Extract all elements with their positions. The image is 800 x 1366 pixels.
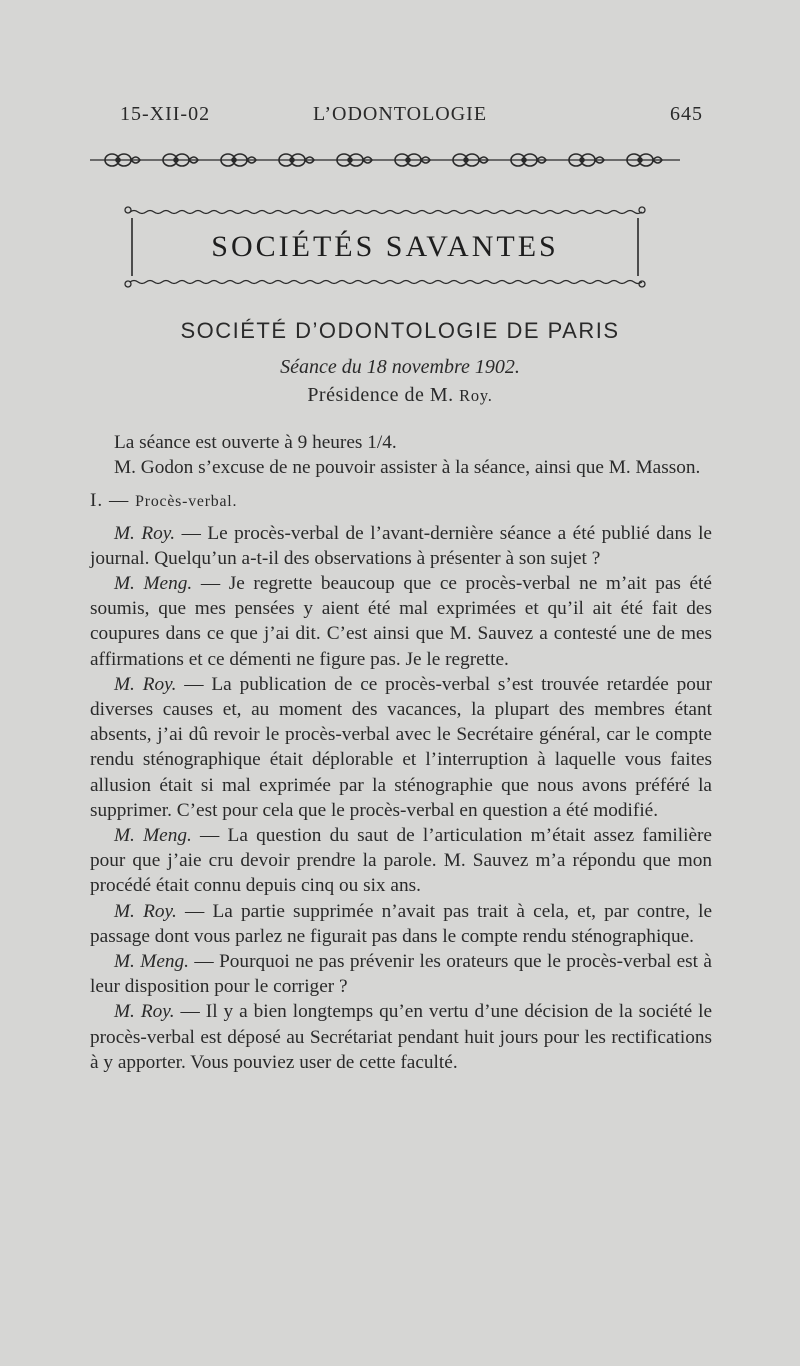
speaker-name: M. Meng. xyxy=(114,951,189,973)
speaker-name: M. Roy. xyxy=(114,1001,175,1023)
exchange-paragraph xyxy=(90,899,712,949)
exchange-paragraph xyxy=(90,999,712,1075)
speech-text: — Je regrette beaucoup que ce procès-verbal ne m’ait pas été soumis, que mes pensées y aient été mal exprimées et qu’il ait été fait des coupures dans ce que j’ai dit. C’est ainsi que M. Sauvez a contesté une de mes affirmations et ce démenti ne figure pas. Je le regrette. xyxy=(90,573,712,670)
speech-text: — Le procès-verbal de l’avant-dernière séance a été publié dans le journal. Quelqu’un a-t-il des observations à présenter à son sujet ? xyxy=(90,522,712,569)
exchange-paragraph xyxy=(90,521,712,571)
opening-paragraph: La séance est ouverte à 9 heures 1/4. xyxy=(114,432,397,453)
page-number: 645 xyxy=(670,103,703,125)
speech-text: — La partie supprimée n’avait pas trait à cela, et, par contre, le passage dont vous parlez ne figurait pas dans le compte rendu sténographique. xyxy=(90,900,713,947)
journal-title: L’ODONTOLOGIE xyxy=(312,103,488,125)
section-title-small: Procès-verbal. xyxy=(135,493,238,511)
exchange-paragraph xyxy=(90,571,712,672)
presidence-name: Roy. xyxy=(459,386,493,405)
speech-text: — La question du saut de l’articulation m’était assez familière pour que j’aie cru devoir prendre la parole. M. Sauvez m’a répondu que mon procédé était connu depuis cinq ou six ans. xyxy=(90,825,712,897)
speech-text: — Pourquoi ne pas prévenir les orateurs que le procès-verbal est à leur disposition pour le corriger ? xyxy=(90,951,712,998)
speaker-name: M. Roy. xyxy=(114,900,177,922)
minutes-body xyxy=(90,430,712,1075)
exchange-paragraph xyxy=(90,672,712,823)
section-heading xyxy=(90,488,712,514)
ornament-band xyxy=(90,150,680,170)
exchange-paragraph xyxy=(90,949,712,999)
section-number: I. — xyxy=(90,490,136,512)
apology-paragraph: M. Godon s’excuse de ne pouvoir assister à la séance, ainsi que M. Masson. xyxy=(114,457,701,479)
section-title: SOCIÉTÉS SAVANTES xyxy=(211,230,559,263)
presidence-prefix: Présidence de M. xyxy=(307,384,460,406)
society-name: SOCIÉTÉ D’ODONTOLOGIE DE PARIS xyxy=(180,318,620,343)
speaker-name: M. Meng. xyxy=(114,825,192,847)
running-head xyxy=(0,103,800,133)
exchange-paragraph xyxy=(90,823,712,899)
speech-text: — Il y a bien longtemps qu’en vertu d’une décision de la société le procès-verbal est déposé au Secrétariat pendant huit jours pour les rectifications à y apporter. Vous pouviez user de cette faculté. xyxy=(90,1001,712,1073)
issue-date: 15-XII-02 xyxy=(120,103,211,125)
speaker-name: M. Meng. xyxy=(114,573,193,595)
presidence-line xyxy=(0,384,800,407)
seance-date: Séance du 18 novembre 1902. xyxy=(280,356,520,378)
section-title-frame xyxy=(120,206,650,288)
speech-text: — La publication de ce procès-verbal s’est trouvée retardée pour diverses causes et, au moment des vacances, la plupart des membres étant absents, j’ai dû revoir le procès-verbal avec le Secrétaire général, car le compte rendu sténographique était déplorable et l’interruption à laquelle vous faites allusion était si mal exprimée par la sténographie que nous avons préféré la supprimer. C’est pour cela que le procès-verbal en question a été modifié. xyxy=(90,673,712,821)
speaker-name: M. Roy. xyxy=(114,673,177,695)
speaker-name: M. Roy. xyxy=(114,522,176,544)
